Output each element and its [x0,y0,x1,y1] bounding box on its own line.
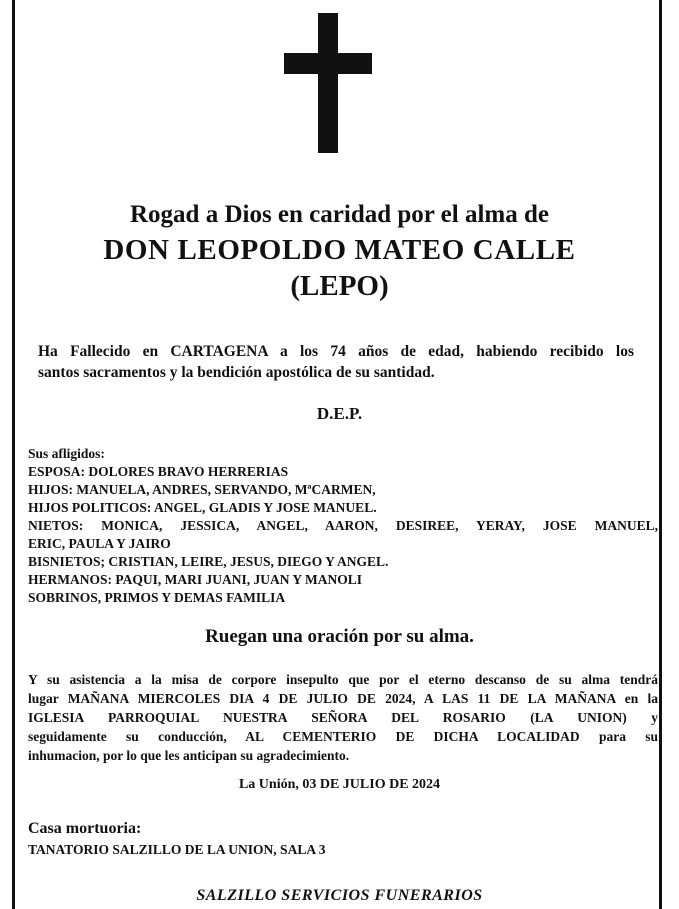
mourner-line: ERIC, PAULA Y JAIRO [28,536,171,551]
mourners-heading: Sus afligidos: [28,446,105,461]
mourner-line: HIJOS: MANUELA, ANDRES, SERVANDO, MªCARMEN, [28,482,376,497]
death-announcement [38,341,634,383]
mass-line: IGLESIA PARROQUIAL NUESTRA SEÑORA DEL ROSARIO (LA UNION) y [28,710,658,725]
dateline: La Unión, 03 DE JULIO DE 2024 [238,777,441,792]
intro-line: santos sacramentos y la bendición apostólica de su santidad. [38,364,435,381]
mourners-list [28,445,658,607]
mass-line: inhumacion, por lo que les anticipan su agradecimiento. [28,748,350,763]
cross-icon [284,13,372,153]
mourner-line: NIETOS: MONICA, JESSICA, ANGEL, AARON, DESIREE, YERAY, JOSE MANUEL, [28,518,658,533]
mourner-line: HIJOS POLITICOS: ANGEL, GLADIS Y JOSE MANUEL. [28,500,377,515]
intro-line: Ha Fallecido en CARTAGENA a los 74 años de edad, habiendo recibido los [38,343,634,360]
mass-line: Y su asistencia a la misa de corpore insepulto que por el eterno descanso de su alma tendrá [28,672,658,687]
company-name: SALZILLO SERVICIOS FUNERARIOS [196,887,483,904]
prayer-line: Rogad a Dios en caridad por el alma de [130,201,549,228]
mass-details [28,670,658,765]
deceased-name: DON LEOPOLDO MATEO CALLE [103,234,576,266]
prayer-request: Ruegan una oración por su alma. [205,626,474,647]
mourner-line: BISNIETOS; CRISTIAN, LEIRE, JESUS, DIEGO Y ANGEL. [28,554,389,569]
mourner-line: HERMANOS: PAQUI, MARI JUANI, JUAN Y MANOLI [28,572,362,587]
mourner-line: ESPOSA: DOLORES BRAVO HERRERIAS [28,464,289,479]
funeral-home-label: Casa mortuoria: [28,820,142,837]
mass-line: lugar MAÑANA MIERCOLES DIA 4 DE JULIO DE 2024, A LAS 11 DE LA MAÑANA en la [28,691,658,706]
rip-abbreviation: D.E.P. [316,404,363,423]
mourner-line: SOBRINOS, PRIMOS Y DEMAS FAMILIA [28,590,286,605]
funeral-home: TANATORIO SALZILLO DE LA UNION, SALA 3 [28,842,326,857]
mass-line: seguidamente su conducción, AL CEMENTERIO DE DICHA LOCALIDAD para su [28,729,658,744]
deceased-nickname: (LEPO) [290,270,389,302]
